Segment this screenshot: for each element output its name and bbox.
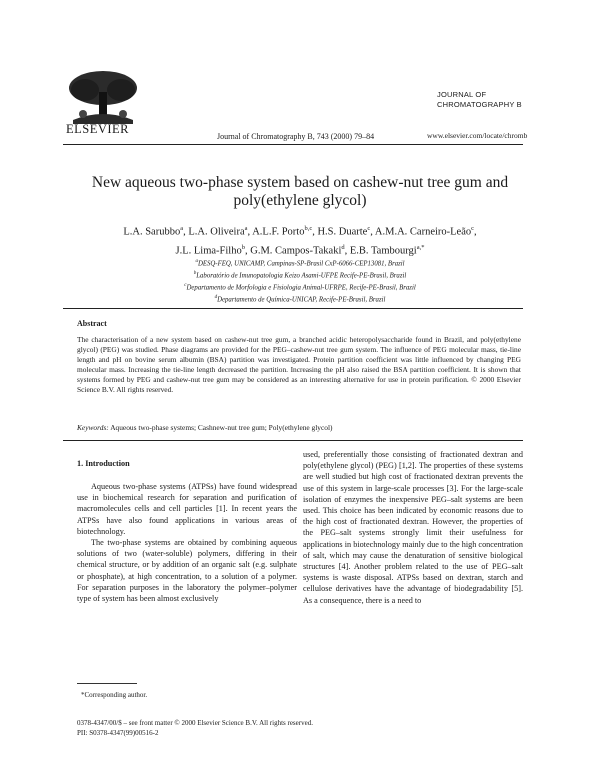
author-separator: , — [244, 245, 251, 256]
affiliation-line — [60, 281, 540, 293]
author-name: E.B. Tambourgi — [349, 245, 417, 256]
affiliation-text: Departamento de Química-UNICAP, Recife-PE-Brasil, Brazil — [217, 295, 386, 303]
author-name: L.A. Oliveira — [188, 226, 245, 238]
author-separator: , — [370, 226, 375, 238]
affiliation-text: DESQ-FEQ, UNICAMP, Campinas-SP-Brasil CxP-6066-CEP13081, Brazil — [197, 260, 405, 268]
affiliation-mark: a — [195, 259, 198, 264]
journal-website-link[interactable]: www.elsevier.com/locate/chromb — [427, 131, 528, 140]
right-column — [303, 449, 523, 606]
journal-name — [437, 90, 522, 110]
author-name: H.S. Duarte — [317, 226, 368, 238]
elsevier-tree-logo — [63, 68, 141, 126]
corresponding-author-footnote: *Corresponding author. — [81, 691, 148, 699]
author-name: G.M. Campos-Takaki — [250, 245, 342, 256]
abstract-text: The characterisation of a new system based on cashew-nut tree gum, a branched acidic heteropolysaccharide found in Brazil, and poly(ethylene glycol) (PEG) was studied. Phase diagrams are provided for the PEG–cashew-nut tree gum system. The influence of PEG molecular mass, tie-line length and pH on bovine serum albumin (BSA) partition was investigated. Protein partition coefficient was little influenced by changing PEG molecular mass. Increasing the tie-line length decreased the partition. Increasing the pH also raised the BSA partition coefficient. It is shown that systems formed by PEG and cashew-nut tree gum may be considered as an interesting alternative for use in protein purification. © 2000 Elsevier Science B.V. All rights reserved. — [77, 335, 521, 395]
keywords-label: Keywords: — [77, 423, 109, 432]
header-rule — [63, 144, 523, 145]
affiliation-text: Laboratório de Imunopatologia Keizo Asami-UFPE Recife-PE-Brasil, Brazil — [196, 272, 407, 280]
author-affiliation-mark: c — [471, 225, 475, 232]
author-name: A.L.F. Porto — [252, 226, 305, 238]
author-affiliation-mark: c — [367, 225, 371, 232]
author-affiliation-mark: a — [244, 225, 248, 232]
journal-name-line-1: JOURNAL OF — [437, 90, 487, 99]
front-matter-copyright: 0378-4347/00/$ – see front matter © 2000 Elsevier Science B.V. All rights reserved. — [77, 719, 313, 727]
affiliation-line — [60, 293, 540, 305]
affiliation-text: Departamento de Morfologia e Fisiologia Animal-UFRPE, Recife-PE-Brasil, Brazil — [186, 283, 416, 291]
author-separator: , — [474, 226, 477, 238]
author-name: J.L. Lima-Filho — [175, 245, 242, 256]
author-name: L.A. Sarubbo — [123, 226, 181, 238]
affiliation-mark: b — [193, 270, 197, 276]
article-title — [60, 174, 540, 210]
keywords-line — [77, 423, 521, 432]
author-affiliation-mark: a — [180, 225, 184, 232]
author-separator: , — [312, 226, 318, 238]
author-affiliation-mark: b,c — [304, 225, 313, 232]
abstract-top-rule — [63, 308, 523, 309]
journal-name-line-2: CHROMATOGRAPHY B — [437, 100, 522, 109]
keywords-text: Aqueous two-phase systems; Cashnew-nut tree gum; Poly(ethylene glycol) — [110, 423, 333, 432]
journal-reference: Journal of Chromatography B, 743 (2000) 79–84 — [217, 132, 375, 141]
affiliation-line — [60, 269, 540, 281]
author-list — [60, 221, 540, 258]
left-column — [77, 481, 297, 604]
paragraph: The two-phase systems are obtained by combining aqueous solutions of two (water-soluble) polymers, differing in their chemical structure, or by addition of an organic salt (e.g. sulphate or phosphate), at high concentration, to a solution of a polymer. For separation purposes in the laboratory the polymer–polymer type of system has been almost exclusively — [77, 538, 297, 604]
affiliation-mark: c — [184, 282, 187, 288]
front-matter — [77, 718, 313, 738]
paragraph: used, preferentially those consisting of fractionated dextran and poly(ethylene glycol) (PEG) [1,2]. The properties of these systems are well studied but high cost of fractionated dextran prevents the use of this system in large-scale processes [3]. For the large-scale isolation of enzymes the inexpensive PEG–salt systems are been used. This choice has been indicated by economic reasons due to the high cost of fractionated dextran. However, the properties of the PEG–salt systems strongly limit their usefulness for applications in biotechnology mainly due to the high concentration of salt, which may cause the denaturation of sensitive biological structures [4]. Another problem related to the use of PEG–salt systems is waste disposal. ATPSs based on dextran, starch and cellulose derivatives have the advantage of biodegradability [5]. As a consequence, there is a need to — [303, 450, 523, 605]
author-affiliation-mark: b — [241, 243, 245, 251]
publisher-name: ELSEVIER — [66, 122, 130, 136]
title-line-2: poly(ethylene glycol) — [233, 192, 367, 209]
affiliation-line — [60, 257, 540, 269]
footnote-rule — [77, 683, 137, 684]
affiliation-list — [60, 257, 540, 304]
author-separator: , — [183, 226, 189, 238]
author-name: A.M.A. Carneiro-Leão — [374, 226, 472, 238]
author-separator: , — [247, 226, 253, 238]
author-affiliation-mark: a,* — [416, 243, 425, 251]
affiliation-mark: d — [214, 294, 218, 300]
title-line-1: New aqueous two-phase system based on cashew-nut tree gum and — [91, 174, 509, 191]
front-matter-pii: PII: S0378-4347(99)00516-2 — [77, 729, 159, 737]
paragraph: Aqueous two-phase systems (ATPSs) have found widespread use in biochemical research for separation and purification of macromolecules cells and cell particles [1]. In recent years the ATPSs have also found applications in various areas of biotechnology. — [77, 482, 297, 536]
author-affiliation-mark: d — [341, 243, 345, 251]
section-heading-introduction: 1. Introduction — [77, 459, 130, 468]
author-separator: , — [344, 245, 350, 256]
abstract-bottom-rule — [63, 440, 523, 441]
abstract-heading: Abstract — [77, 319, 107, 328]
